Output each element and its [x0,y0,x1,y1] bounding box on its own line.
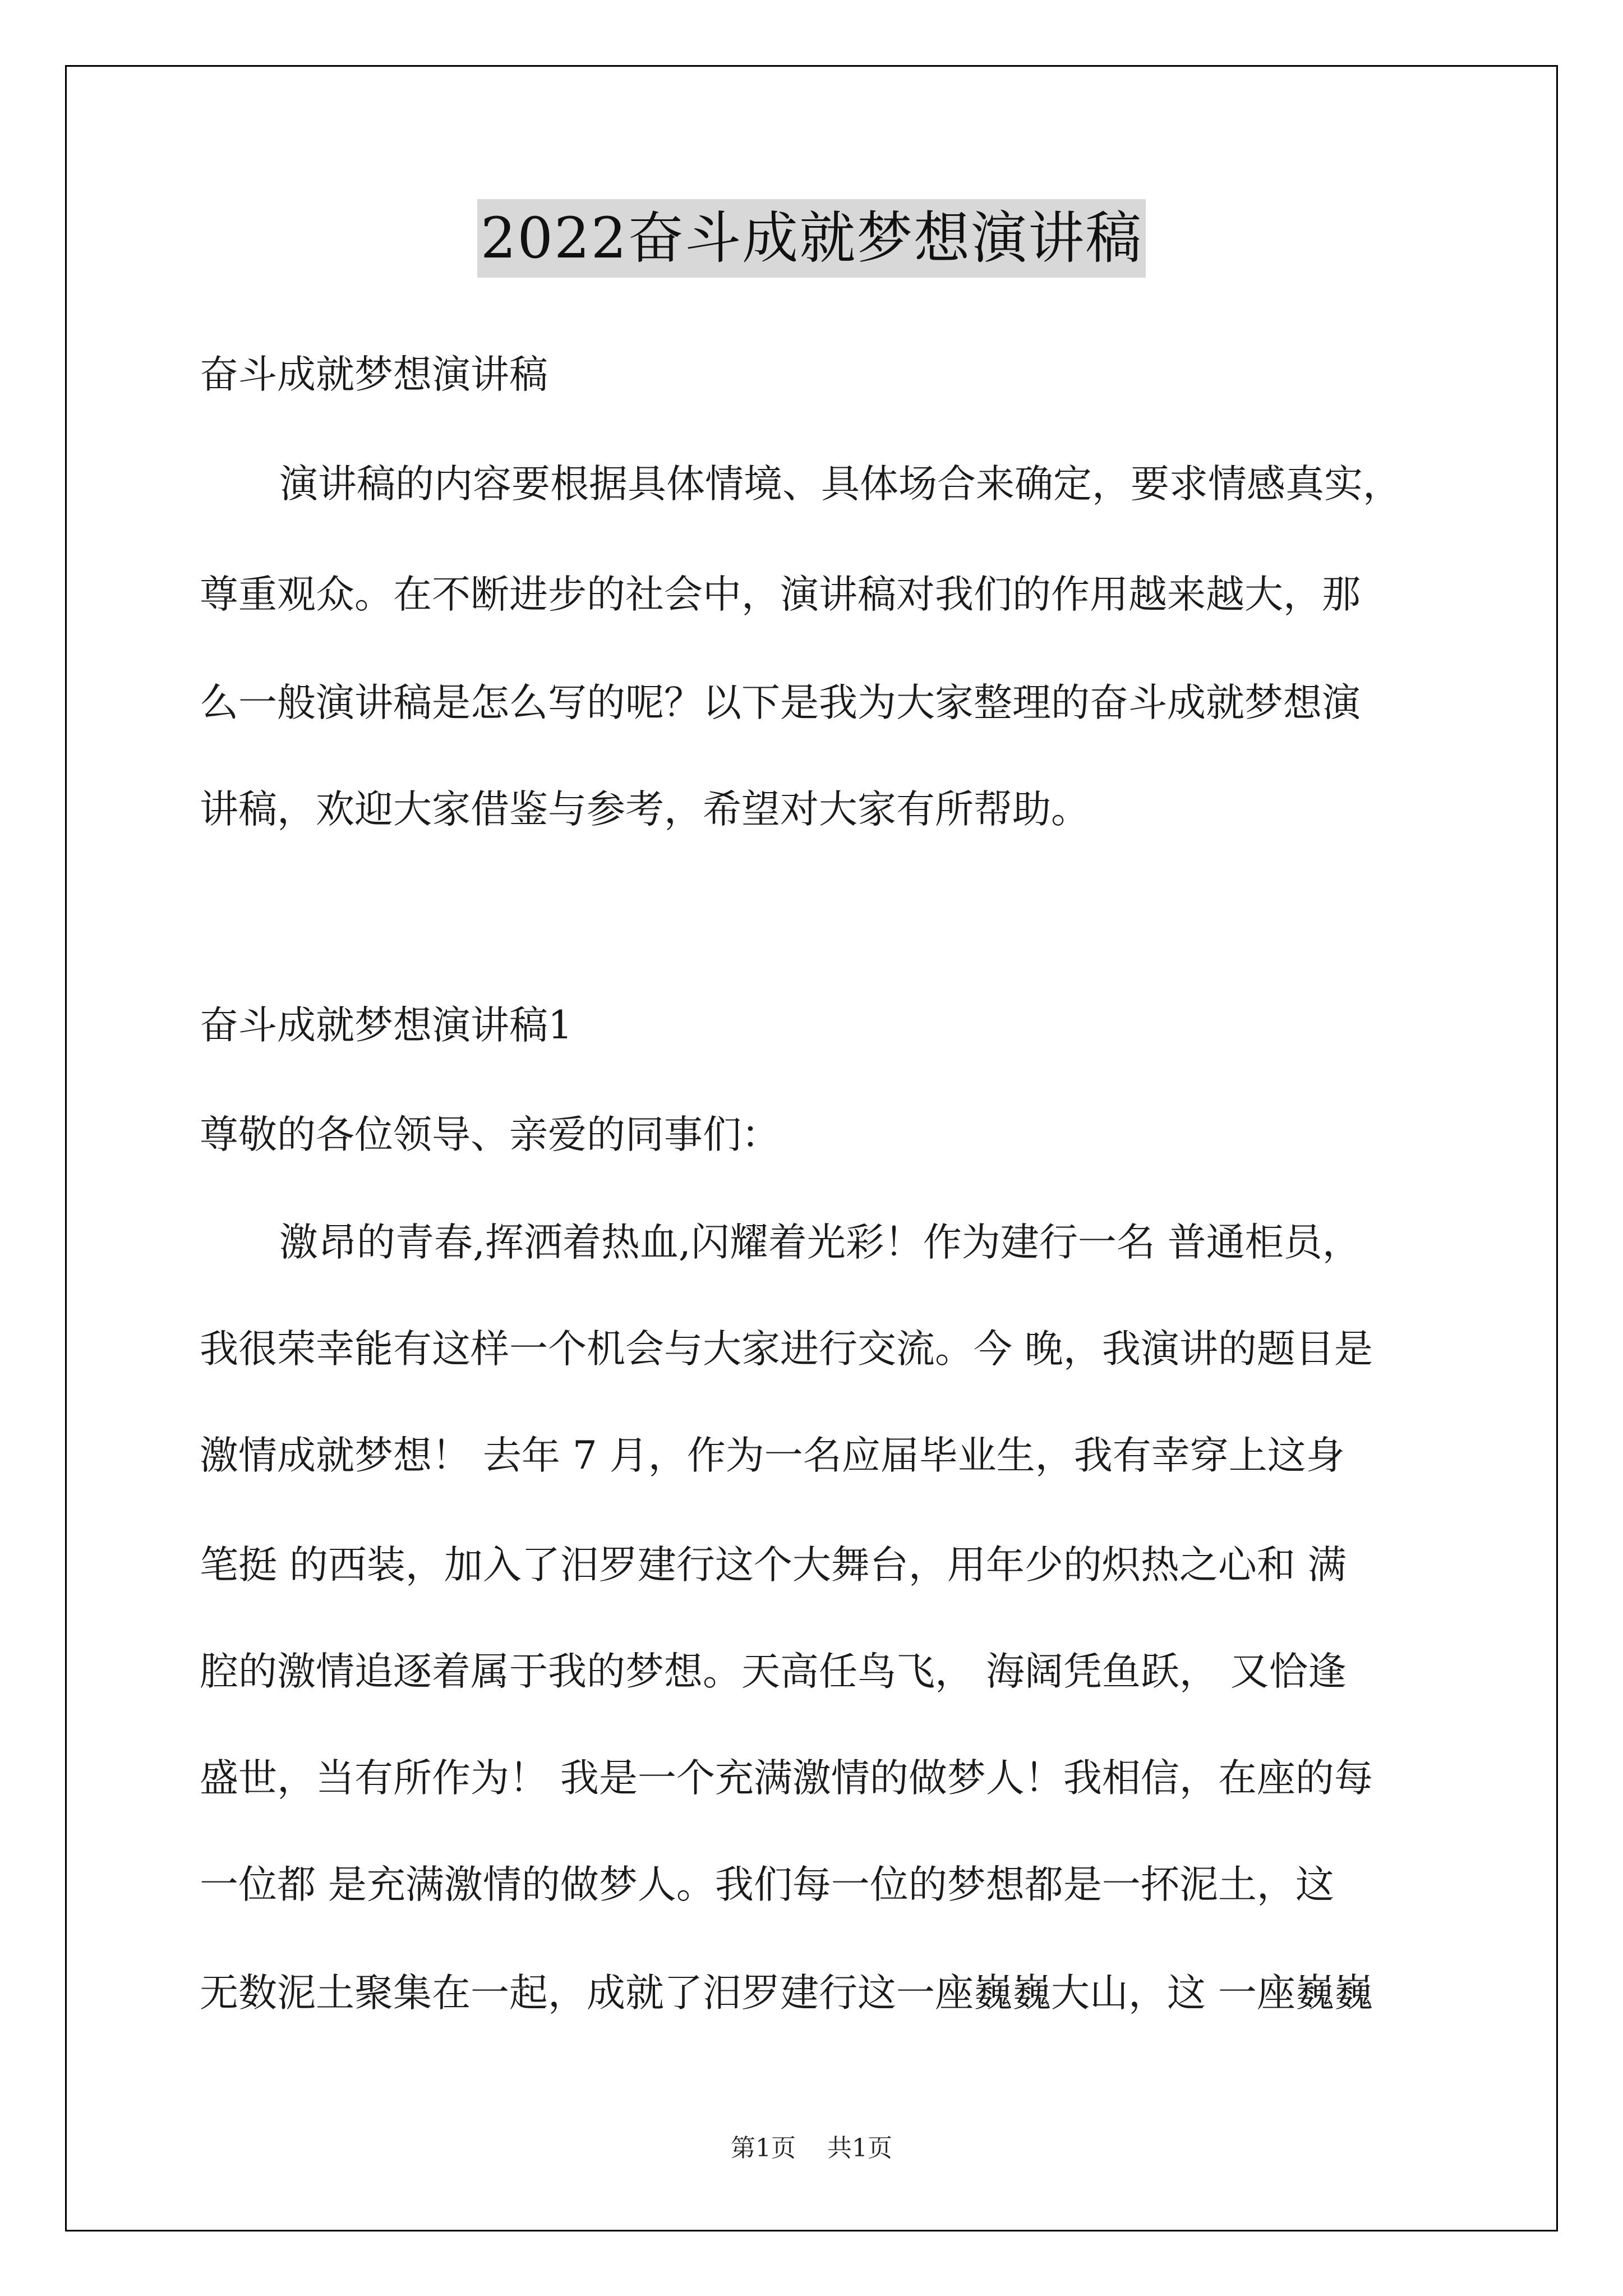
paragraph-line: 尊重观众。在不断进步的社会中，演讲稿对我们的作用越来越大，那 [200,572,1361,617]
section-heading-intro: 奋斗成就梦想演讲稿 [200,352,548,397]
page-number-footer: 第1页 共1页 [731,2134,892,2162]
paragraph-line: 么一般演讲稿是怎么写的呢？以下是我为大家整理的奋斗成就梦想演 [200,680,1361,725]
salutation: 尊敬的各位领导、亲爱的同事们： [200,1112,780,1157]
paragraph-line: 我很荣幸能有这样一个机会与大家进行交流。今 晚，我演讲的题目是 [200,1327,1373,1372]
paragraph-line: 一位都 是充满激情的做梦人。我们每一位的梦想都是一抔泥土，这 [200,1862,1334,1907]
section-heading-speech-1: 奋斗成就梦想演讲稿1 [200,1003,573,1048]
paragraph-line: 激昂的青春,挥洒着热血,闪耀着光彩！作为建行一名 普通柜员， [279,1220,1361,1265]
paragraph-line: 腔的激情追逐着属于我的梦想。天高任鸟飞， 海阔凭鱼跃， 又恰逢 [200,1649,1347,1694]
title-container [0,199,1623,278]
paragraph-line: 无数泥土聚集在一起，成就了汨罗建行这一座巍巍大山，这 一座巍巍 [200,1971,1373,2016]
paragraph-line: 激情成就梦想！ 去年 7 月，作为一名应届毕业生，我有幸穿上这身 [200,1433,1345,1478]
paragraph-line: 演讲稿的内容要根据具体情境、具体场合来确定，要求情感真实， [279,462,1401,507]
paragraph-line: 盛世，当有所作为！ 我是一个充满激情的做梦人！我相信，在座的每 [200,1756,1373,1801]
document-title: 2022奋斗成就梦想演讲稿 [477,199,1146,278]
paragraph-line: 笔挺 的西装，加入了汨罗建行这个大舞台，用年少的炽热之心和 满 [200,1543,1347,1588]
paragraph-line: 讲稿，欢迎大家借鉴与参考，希望对大家有所帮助。 [200,787,1090,832]
